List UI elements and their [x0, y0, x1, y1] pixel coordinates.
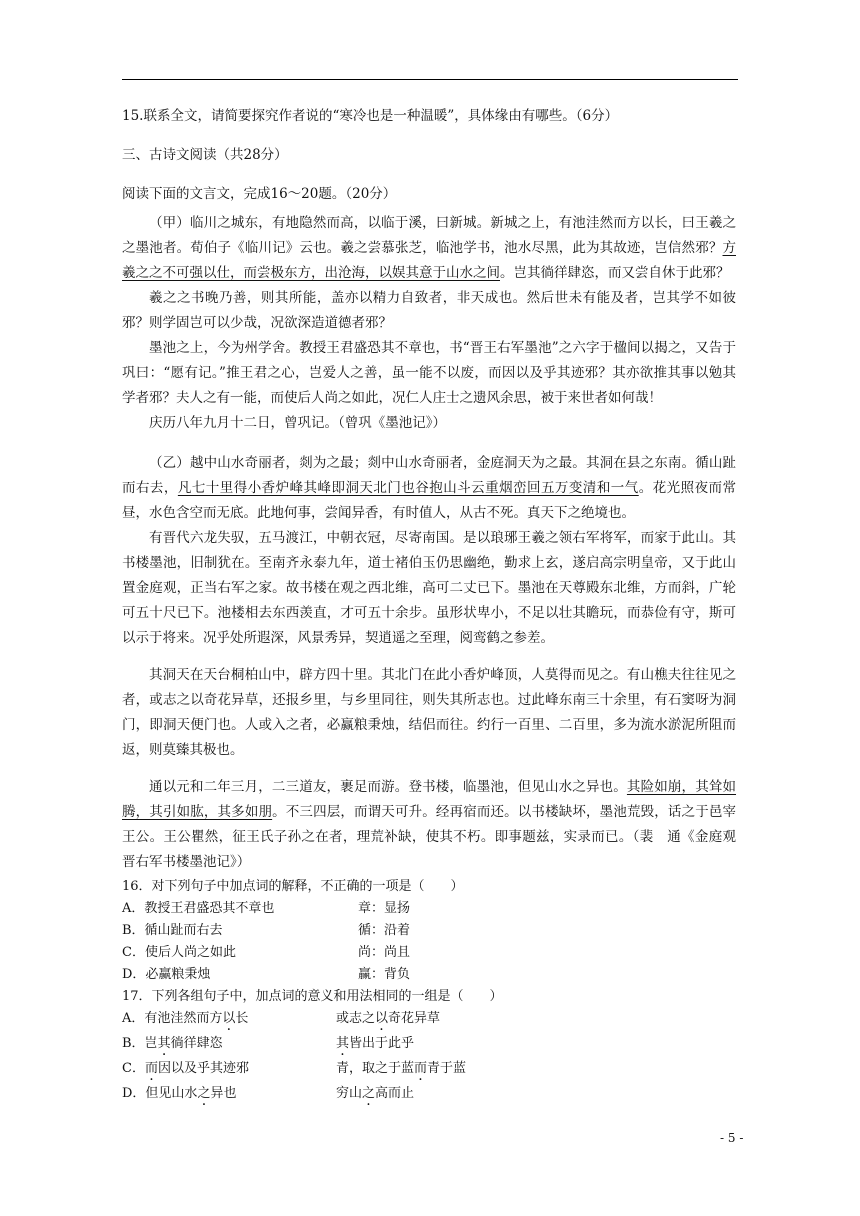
q17-option-b: B．岂其徜徉肆恣: [122, 1036, 223, 1051]
passage-yi: [122, 451, 736, 875]
dotted-word: 其: [157, 1036, 171, 1051]
yi-paragraph-2: 有晋代六龙失驭，五马渡江，中朝衣冠，尽寄南国。是以琅琊王羲之领右军将军，而家于此山。其书楼墨池，旧制犹在。至南齐永泰九年，道士褚伯玉仍思幽绝，勤求上玄，遂启高宗明皇帝，又于此山置金庭观，正当右军之家。故书楼在观之西北维，高可二丈已下。墨池在天尊殿东北维，方而斜，广轮可五十尺已下。池楼相去东西羡直，才可五十余步。虽形状卑小，不足以壮其瞻玩，而恭俭有守，斯可以示于将来。况乎处所遐深，风景秀异，契逍遥之至理，阅鸾鹤之参差。: [122, 530, 736, 646]
q16-option-c-gloss: 尚：尚且: [358, 945, 411, 960]
dotted-word: 而: [144, 1061, 158, 1076]
page-number: - 5 -: [720, 1131, 744, 1145]
q16-option-b-gloss: 循：沿着: [358, 923, 411, 938]
dotted-word: 之: [197, 1086, 211, 1101]
underlined-sentence: 方羲之之不可强以仕，而尝极东方，出沧海，以娱其意于山水之间: [122, 240, 736, 281]
header-rule: [122, 79, 738, 80]
section-heading: 三、古诗文阅读（共28分）: [122, 147, 288, 163]
yi-paragraph-1: （乙）越中山水奇丽者，剡为之最；剡中山水奇丽者，金庭洞天为之最。其洞在县之东南。循山趾而右去，凡七十里得小香炉峰其峰即洞天北门也谷抱山斗云重烟峦回五万变清和一气。花光照夜而常昼，水色含空而无底。此地何事，尝闻异香，有时值人，从古不死。真天下之绝境也。: [122, 455, 737, 521]
q17-option-d-pair: 穷山之高而止: [336, 1086, 415, 1101]
q17-option-a-pair: 或志之以奇花异草: [336, 1011, 441, 1026]
q16-option-a-gloss: 章：显扬: [358, 901, 411, 916]
jia-paragraph-4: 庆历八年九月十二日，曾巩记。（曾巩《墨池记》）: [149, 415, 446, 431]
dotted-word: 以: [222, 1011, 236, 1026]
dotted-word: 其: [336, 1036, 350, 1051]
reading-instruction: 阅读下面的文言文，完成16～20题。（20分）: [122, 186, 397, 202]
dotted-word: 之: [362, 1086, 376, 1101]
q16-option-a: A．教授王君盛恐其不章也: [122, 901, 275, 916]
underlined-sentence: 其险如崩，其耸如腾，其引如肱，其多如朋: [122, 779, 737, 820]
yi-paragraph-4: 通以元和二年三月，二三道友，裹足而游。登书楼，临墨池，但见山水之异也。其险如崩，其耸如腾，其引如肱，其多如朋。不三四层，而谓天可升。经再宿而还。以书楼缺坏，墨池荒毁，话之于邑宰王公。王公瞿然，征王氏子孙之在者，理荒补缺，使其不朽。即事题兹，实录而已。（裴 通《金庭观晋右军书楼墨池记》）: [122, 779, 737, 870]
q17-option-b-pair: 其皆出于此乎: [336, 1036, 415, 1051]
passage-jia: [122, 211, 736, 436]
question-16-stem: 16．对下列句子中加点词的解释，不正确的一项是（ ）: [122, 879, 464, 894]
question-15: 15.联系全文，请简要探究作者说的“寒冷也是一种温暖”，具体缘由有哪些。（6分）: [122, 108, 619, 124]
q16-option-d-gloss: 赢：背负: [358, 967, 411, 982]
q17-option-c-pair: 青，取之于蓝而青于蓝: [336, 1061, 467, 1076]
q17-option-d: D．但见山水之异也: [122, 1086, 237, 1101]
q17-option-c: C．而因以及乎其迹邪: [122, 1061, 249, 1076]
jia-paragraph-2: 羲之之书晚乃善，则其所能，盖亦以精力自致者，非天成也。然后世未有能及者，岂其学不如彼邪？则学固岂可以少哉，况欲深造道德者邪？: [122, 290, 736, 331]
question-17-stem: 17．下列各组句子中，加点词的意义和用法相同的一组是（ ）: [122, 989, 503, 1004]
q16-option-c: C．使后人尚之如此: [122, 945, 236, 960]
dotted-word: 而: [414, 1061, 428, 1076]
dotted-word: 以: [375, 1011, 389, 1026]
q17-option-a: A．有池洼然而方以长: [122, 1011, 249, 1026]
underlined-sentence: 凡七十里得小香炉峰其峰即洞天北门也谷抱山斗云重烟峦回五万变清和一气: [177, 480, 639, 496]
jia-paragraph-1: （甲）临川之城东，有地隐然而高，以临于溪，曰新城。新城之上，有池洼然而方以长，曰王羲之之墨池者。荀伯子《临川记》云也。羲之尝慕张芝，临池学书，池水尽黑，此为其故迹，岂信然邪？方羲之之不可强以仕，而尝极东方，出沧海，以娱其意于山水之间。岂其徜徉肆恣，而又尝自休于此邪？: [122, 215, 736, 281]
q16-option-d: D．必赢粮秉烛: [122, 967, 211, 982]
q16-option-b: B．循山趾而右去: [122, 923, 223, 938]
jia-paragraph-3: 墨池之上，今为州学舍。教授王君盛恐其不章也，书“晋王右军墨池”之六字于楹间以揭之，又告于巩曰：“愿有记。”推王君之心，岂爱人之善，虽一能不以废，而因以及乎其迹邪？其亦欲推其事以勉其学者邪？夫人之有一能，而使后人尚之如此，况仁人庄士之遗风余思，被于来世者如何哉！: [122, 340, 736, 406]
yi-paragraph-3: 其洞天在天台桐柏山中，辟方四十里。其北门在此小香炉峰顶，人莫得而见之。有山樵夫往往见之者，或志之以奇花异草，还报乡里，与乡里同往，则失其所志也。过此峰东南三十余里，有石窦呀为洞门，即洞天便门也。人或入之者，必赢粮秉烛，结侣而往。约行一百里、二百里，多为流水淤泥所阻而返，则莫臻其极也。: [122, 667, 736, 758]
